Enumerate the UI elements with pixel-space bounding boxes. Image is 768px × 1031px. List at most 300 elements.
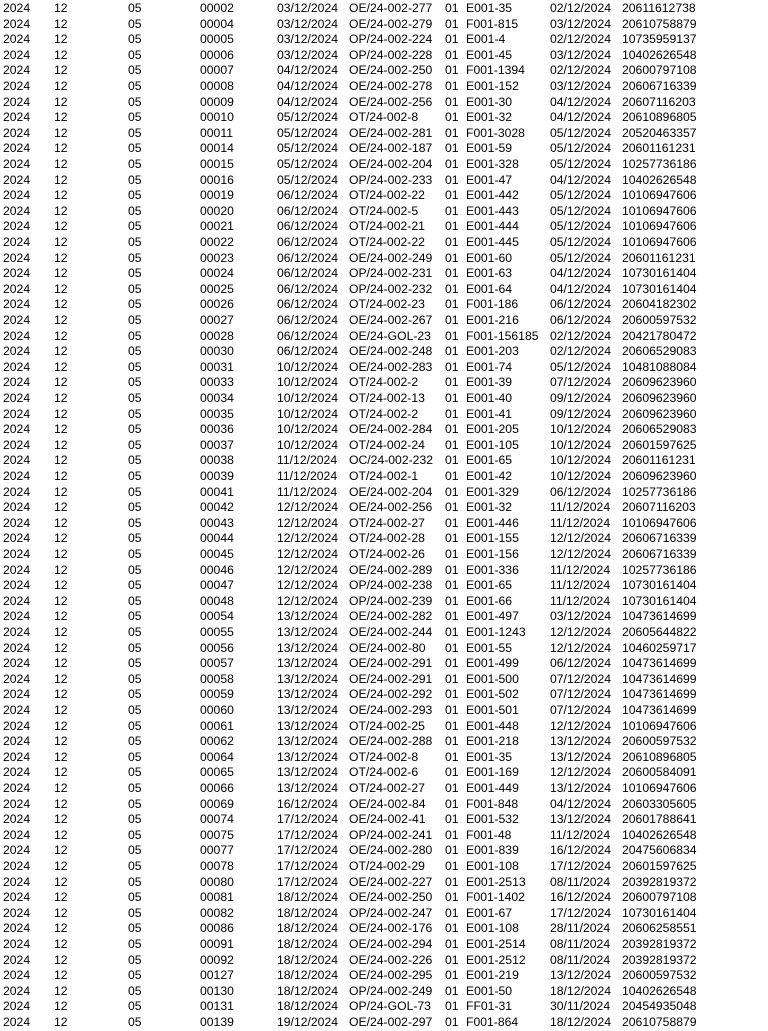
cell-date: 11/12/2024 xyxy=(277,469,338,483)
cell-year: 2024 xyxy=(3,125,31,140)
cell-ruc: 20421780472 xyxy=(622,328,697,343)
cell-type: 05 xyxy=(128,453,142,468)
cell-document: E001-2513 xyxy=(466,874,526,889)
cell-type: 05 xyxy=(128,859,142,873)
cell-year: 2024 xyxy=(3,32,31,47)
cell-correlative: 00061 xyxy=(200,718,234,733)
cell-date: 03/12/2024 xyxy=(277,47,338,62)
cell-correlative: 00060 xyxy=(200,703,234,717)
cell-order: OE/24-002-250 xyxy=(349,63,433,78)
cell-month: 12 xyxy=(54,235,68,249)
cell-series: 01 xyxy=(445,562,459,577)
cell-type: 05 xyxy=(128,687,142,702)
cell-series: 01 xyxy=(445,905,459,920)
cell-date: 17/12/2024 xyxy=(277,874,338,889)
cell-month: 12 xyxy=(54,203,68,218)
cell-ruc: 10106947606 xyxy=(622,235,697,249)
cell-series: 01 xyxy=(445,172,459,187)
cell-order: OP/24-002-249 xyxy=(349,983,433,998)
cell-doc_date: 02/12/2024 xyxy=(550,344,611,359)
cell-year: 2024 xyxy=(3,812,31,827)
cell-month: 12 xyxy=(54,968,68,983)
cell-ruc: 10106947606 xyxy=(622,515,697,530)
cell-correlative: 00027 xyxy=(200,313,234,327)
cell-document: E001-59 xyxy=(466,141,513,156)
cell-document: E001-152 xyxy=(466,79,519,93)
cell-date: 10/12/2024 xyxy=(277,422,338,437)
cell-document: E001-448 xyxy=(466,718,519,733)
cell-year: 2024 xyxy=(3,547,31,561)
cell-document: E001-35 xyxy=(466,749,513,764)
cell-type: 05 xyxy=(128,63,142,78)
cell-document: E001-64 xyxy=(466,281,513,296)
cell-order: OE/24-002-249 xyxy=(349,250,433,265)
cell-series: 01 xyxy=(445,999,459,1014)
cell-doc_date: 12/12/2024 xyxy=(550,765,611,780)
cell-doc_date: 09/12/2024 xyxy=(550,406,611,421)
cell-document: E001-169 xyxy=(466,765,519,780)
cell-type: 05 xyxy=(128,235,142,249)
cell-ruc: 10473614699 xyxy=(622,687,697,702)
cell-doc_date: 06/12/2024 xyxy=(550,656,611,671)
cell-year: 2024 xyxy=(3,937,31,951)
cell-month: 12 xyxy=(54,250,68,265)
cell-order: OP/24-GOL-73 xyxy=(349,999,431,1014)
cell-date: 12/12/2024 xyxy=(277,562,338,577)
cell-date: 12/12/2024 xyxy=(277,578,338,593)
cell-date: 17/12/2024 xyxy=(277,859,338,873)
cell-order: OT/24-002-2 xyxy=(349,375,419,390)
cell-month: 12 xyxy=(54,313,68,327)
cell-doc_date: 05/12/2024 xyxy=(550,157,611,171)
cell-series: 01 xyxy=(445,812,459,827)
cell-correlative: 00074 xyxy=(200,812,234,827)
cell-series: 01 xyxy=(445,63,459,78)
cell-correlative: 00004 xyxy=(200,16,234,31)
cell-year: 2024 xyxy=(3,453,31,468)
cell-document: E001-205 xyxy=(466,422,519,437)
cell-doc_date: 04/12/2024 xyxy=(550,281,611,296)
cell-order: OE/24-002-293 xyxy=(349,703,433,717)
cell-document: FF01-31 xyxy=(466,999,513,1014)
cell-date: 03/12/2024 xyxy=(277,16,338,31)
cell-document: E001-67 xyxy=(466,905,513,920)
cell-month: 12 xyxy=(54,1,68,15)
cell-order: OP/24-002-247 xyxy=(349,905,433,920)
cell-document: F001-1394 xyxy=(466,63,525,78)
cell-order: OT/24-002-6 xyxy=(349,765,419,780)
cell-doc_date: 12/12/2024 xyxy=(550,531,611,546)
cell-month: 12 xyxy=(54,890,68,905)
cell-type: 05 xyxy=(128,968,142,983)
cell-series: 01 xyxy=(445,640,459,655)
cell-document: F001-186 xyxy=(466,297,519,312)
cell-year: 2024 xyxy=(3,562,31,577)
cell-document: E001-499 xyxy=(466,656,519,671)
cell-doc_date: 13/12/2024 xyxy=(550,968,611,983)
cell-type: 05 xyxy=(128,625,142,639)
cell-date: 05/12/2024 xyxy=(277,172,338,187)
cell-date: 10/12/2024 xyxy=(277,406,338,421)
cell-month: 12 xyxy=(54,94,68,109)
cell-order: OE/24-002-176 xyxy=(349,921,433,936)
cell-date: 06/12/2024 xyxy=(277,344,338,359)
cell-type: 05 xyxy=(128,375,142,390)
cell-document: F001-864 xyxy=(466,1015,519,1029)
cell-year: 2024 xyxy=(3,500,31,515)
cell-order: OE/24-002-227 xyxy=(349,874,433,889)
cell-type: 05 xyxy=(128,874,142,889)
cell-month: 12 xyxy=(54,47,68,62)
cell-doc_date: 06/12/2024 xyxy=(550,297,611,312)
cell-correlative: 00015 xyxy=(200,157,234,171)
cell-order: OE/24-002-204 xyxy=(349,157,433,171)
cell-correlative: 00007 xyxy=(200,63,234,78)
cell-document: E001-47 xyxy=(466,172,513,187)
cell-type: 05 xyxy=(128,281,142,296)
cell-doc_date: 13/12/2024 xyxy=(550,749,611,764)
cell-correlative: 00030 xyxy=(200,344,234,359)
cell-month: 12 xyxy=(54,531,68,546)
cell-month: 12 xyxy=(54,515,68,530)
cell-type: 05 xyxy=(128,843,142,858)
cell-month: 12 xyxy=(54,905,68,920)
cell-series: 01 xyxy=(445,79,459,93)
cell-series: 01 xyxy=(445,344,459,359)
cell-date: 10/12/2024 xyxy=(277,437,338,452)
cell-ruc: 20600597532 xyxy=(622,968,697,983)
cell-document: E001-108 xyxy=(466,859,519,873)
cell-doc_date: 04/12/2024 xyxy=(550,796,611,811)
cell-type: 05 xyxy=(128,593,142,608)
cell-ruc: 10402626548 xyxy=(622,983,697,998)
cell-document: E001-35 xyxy=(466,1,513,15)
cell-year: 2024 xyxy=(3,593,31,608)
cell-document: E001-60 xyxy=(466,250,513,265)
cell-date: 13/12/2024 xyxy=(277,734,338,749)
cell-series: 01 xyxy=(445,859,459,873)
cell-year: 2024 xyxy=(3,313,31,327)
cell-document: F001-48 xyxy=(466,827,512,842)
cell-doc_date: 06/12/2024 xyxy=(550,484,611,499)
cell-series: 01 xyxy=(445,469,459,483)
cell-year: 2024 xyxy=(3,203,31,218)
cell-correlative: 00044 xyxy=(200,531,234,546)
cell-ruc: 20601161231 xyxy=(622,141,696,156)
cell-order: OE/24-002-80 xyxy=(349,640,426,655)
cell-doc_date: 05/12/2024 xyxy=(550,188,611,203)
cell-order: OT/24-002-1 xyxy=(349,469,419,483)
cell-series: 01 xyxy=(445,843,459,858)
cell-year: 2024 xyxy=(3,47,31,62)
cell-year: 2024 xyxy=(3,297,31,312)
cell-type: 05 xyxy=(128,157,142,171)
cell-year: 2024 xyxy=(3,484,31,499)
cell-type: 05 xyxy=(128,671,142,686)
cell-date: 18/12/2024 xyxy=(277,905,338,920)
cell-doc_date: 05/12/2024 xyxy=(550,235,611,249)
cell-date: 13/12/2024 xyxy=(277,718,338,733)
cell-doc_date: 16/12/2024 xyxy=(550,843,611,858)
cell-type: 05 xyxy=(128,609,142,624)
cell-series: 01 xyxy=(445,422,459,437)
cell-ruc: 20454935048 xyxy=(622,999,697,1014)
cell-ruc: 20603305605 xyxy=(622,796,697,811)
cell-correlative: 00016 xyxy=(200,172,234,187)
cell-type: 05 xyxy=(128,172,142,187)
cell-date: 06/12/2024 xyxy=(277,297,338,312)
cell-series: 01 xyxy=(445,125,459,140)
cell-document: E001-216 xyxy=(466,313,519,327)
cell-document: E001-203 xyxy=(466,344,519,359)
cell-series: 01 xyxy=(445,500,459,515)
cell-ruc: 10473614699 xyxy=(622,703,697,717)
cell-order: OE/24-002-297 xyxy=(349,1015,433,1029)
cell-date: 13/12/2024 xyxy=(277,671,338,686)
cell-type: 05 xyxy=(128,578,142,593)
cell-doc_date: 03/12/2024 xyxy=(550,609,611,624)
cell-order: OP/24-002-233 xyxy=(349,172,433,187)
cell-correlative: 00048 xyxy=(200,593,234,608)
cell-date: 18/12/2024 xyxy=(277,890,338,905)
cell-correlative: 00010 xyxy=(200,110,234,125)
cell-year: 2024 xyxy=(3,219,31,234)
cell-ruc: 20606258551 xyxy=(622,921,697,936)
cell-order: OE/24-002-256 xyxy=(349,94,433,109)
cell-ruc: 10735959137 xyxy=(622,32,697,47)
cell-type: 05 xyxy=(128,796,142,811)
cell-date: 10/12/2024 xyxy=(277,359,338,374)
cell-doc_date: 12/12/2024 xyxy=(550,625,611,639)
cell-document: E001-32 xyxy=(466,500,513,515)
cell-ruc: 10730161404 xyxy=(622,281,697,296)
cell-date: 06/12/2024 xyxy=(277,235,338,249)
cell-series: 01 xyxy=(445,547,459,561)
cell-year: 2024 xyxy=(3,94,31,109)
cell-ruc: 10402626548 xyxy=(622,827,697,842)
cell-date: 04/12/2024 xyxy=(277,79,338,93)
cell-month: 12 xyxy=(54,172,68,187)
cell-year: 2024 xyxy=(3,375,31,390)
cell-series: 01 xyxy=(445,313,459,327)
cell-series: 01 xyxy=(445,656,459,671)
cell-order: OE/24-002-283 xyxy=(349,359,433,374)
cell-doc_date: 05/12/2024 xyxy=(550,250,611,265)
cell-order: OE/24-002-284 xyxy=(349,422,433,437)
cell-correlative: 00046 xyxy=(200,562,234,577)
cell-series: 01 xyxy=(445,375,459,390)
cell-doc_date: 02/12/2024 xyxy=(550,1,611,15)
cell-document: E001-218 xyxy=(466,734,519,749)
cell-ruc: 20605644822 xyxy=(622,625,697,639)
cell-doc_date: 10/12/2024 xyxy=(550,437,611,452)
cell-ruc: 20609623960 xyxy=(622,469,697,483)
cell-type: 05 xyxy=(128,141,142,156)
cell-doc_date: 03/12/2024 xyxy=(550,16,611,31)
cell-year: 2024 xyxy=(3,890,31,905)
cell-series: 01 xyxy=(445,266,459,281)
cell-type: 05 xyxy=(128,406,142,421)
cell-series: 01 xyxy=(445,765,459,780)
cell-ruc: 20609623960 xyxy=(622,375,697,390)
cell-order: OE/24-002-280 xyxy=(349,843,433,858)
cell-date: 18/12/2024 xyxy=(277,999,338,1014)
cell-order: OP/24-002-241 xyxy=(349,827,433,842)
cell-month: 12 xyxy=(54,547,68,561)
cell-document: E001-328 xyxy=(466,157,519,171)
cell-series: 01 xyxy=(445,16,459,31)
cell-doc_date: 05/12/2024 xyxy=(550,219,611,234)
cell-document: E001-65 xyxy=(466,578,513,593)
cell-date: 06/12/2024 xyxy=(277,219,338,234)
cell-date: 16/12/2024 xyxy=(277,796,338,811)
cell-series: 01 xyxy=(445,749,459,764)
cell-date: 17/12/2024 xyxy=(277,812,338,827)
cell-year: 2024 xyxy=(3,359,31,374)
cell-correlative: 00033 xyxy=(200,375,234,390)
cell-series: 01 xyxy=(445,235,459,249)
cell-series: 01 xyxy=(445,952,459,967)
cell-document: E001-50 xyxy=(466,983,513,998)
cell-doc_date: 05/12/2024 xyxy=(550,359,611,374)
cell-doc_date: 07/12/2024 xyxy=(550,703,611,717)
cell-doc_date: 18/12/2024 xyxy=(550,983,611,998)
cell-correlative: 00028 xyxy=(200,328,234,343)
cell-order: OE/24-002-84 xyxy=(349,796,426,811)
cell-correlative: 00011 xyxy=(200,125,233,140)
cell-series: 01 xyxy=(445,531,459,546)
cell-order: OP/24-002-238 xyxy=(349,578,433,593)
cell-doc_date: 11/12/2024 xyxy=(550,578,611,593)
cell-year: 2024 xyxy=(3,796,31,811)
cell-ruc: 10257736186 xyxy=(622,562,697,577)
cell-year: 2024 xyxy=(3,718,31,733)
cell-type: 05 xyxy=(128,79,142,93)
cell-document: E001-55 xyxy=(466,640,513,655)
cell-series: 01 xyxy=(445,921,459,936)
cell-document: F001-3028 xyxy=(466,125,525,140)
cell-correlative: 00020 xyxy=(200,203,234,218)
cell-correlative: 00041 xyxy=(200,484,234,499)
cell-correlative: 00139 xyxy=(200,1015,234,1029)
cell-date: 03/12/2024 xyxy=(277,32,338,47)
cell-doc_date: 04/12/2024 xyxy=(550,266,611,281)
cell-document: E001-500 xyxy=(466,671,519,686)
cell-document: E001-329 xyxy=(466,484,519,499)
cell-month: 12 xyxy=(54,983,68,998)
cell-document: E001-2514 xyxy=(466,937,526,951)
cell-month: 12 xyxy=(54,437,68,452)
cell-ruc: 20601161231 xyxy=(622,453,696,468)
cell-doc_date: 04/12/2024 xyxy=(550,172,611,187)
cell-correlative: 00031 xyxy=(200,359,234,374)
cell-document: E001-501 xyxy=(466,703,519,717)
cell-type: 05 xyxy=(128,16,142,31)
cell-year: 2024 xyxy=(3,1015,31,1029)
cell-date: 12/12/2024 xyxy=(277,531,338,546)
cell-month: 12 xyxy=(54,703,68,717)
cell-year: 2024 xyxy=(3,328,31,343)
cell-order: OE/24-002-294 xyxy=(349,937,433,951)
cell-correlative: 00055 xyxy=(200,625,234,639)
cell-correlative: 00002 xyxy=(200,1,234,15)
cell-type: 05 xyxy=(128,515,142,530)
cell-ruc: 20610758879 xyxy=(622,16,697,31)
cell-year: 2024 xyxy=(3,781,31,795)
cell-document: F001-815 xyxy=(466,16,519,31)
cell-ruc: 20609623960 xyxy=(622,406,697,421)
cell-month: 12 xyxy=(54,391,68,405)
cell-order: OE/24-002-187 xyxy=(349,141,433,156)
cell-date: 05/12/2024 xyxy=(277,157,338,171)
cell-month: 12 xyxy=(54,469,68,483)
cell-order: OE/24-002-41 xyxy=(349,812,426,827)
cell-ruc: 20520463357 xyxy=(622,125,697,140)
cell-ruc: 10402626548 xyxy=(622,172,697,187)
cell-month: 12 xyxy=(54,827,68,842)
cell-correlative: 00065 xyxy=(200,765,234,780)
cell-type: 05 xyxy=(128,640,142,655)
cell-month: 12 xyxy=(54,578,68,593)
cell-order: OE/24-002-295 xyxy=(349,968,433,983)
cell-series: 01 xyxy=(445,687,459,702)
cell-correlative: 00035 xyxy=(200,406,234,421)
cell-date: 06/12/2024 xyxy=(277,313,338,327)
cell-date: 12/12/2024 xyxy=(277,593,338,608)
cell-series: 01 xyxy=(445,874,459,889)
cell-series: 01 xyxy=(445,32,459,47)
cell-correlative: 00021 xyxy=(200,219,234,234)
cell-document: E001-532 xyxy=(466,812,519,827)
cell-year: 2024 xyxy=(3,515,31,530)
cell-month: 12 xyxy=(54,110,68,125)
cell-doc_date: 10/12/2024 xyxy=(550,469,611,483)
cell-ruc: 10730161404 xyxy=(622,266,697,281)
cell-year: 2024 xyxy=(3,703,31,717)
cell-type: 05 xyxy=(128,749,142,764)
cell-document: E001-502 xyxy=(466,687,519,702)
cell-month: 12 xyxy=(54,859,68,873)
cell-date: 11/12/2024 xyxy=(277,484,338,499)
cell-month: 12 xyxy=(54,937,68,951)
cell-document: F001-848 xyxy=(466,796,519,811)
cell-date: 06/12/2024 xyxy=(277,203,338,218)
cell-month: 12 xyxy=(54,157,68,171)
cell-series: 01 xyxy=(445,968,459,983)
cell-type: 05 xyxy=(128,999,142,1014)
cell-type: 05 xyxy=(128,344,142,359)
cell-doc_date: 03/12/2024 xyxy=(550,47,611,62)
cell-year: 2024 xyxy=(3,687,31,702)
cell-type: 05 xyxy=(128,110,142,125)
cell-doc_date: 05/12/2024 xyxy=(550,141,611,156)
cell-doc_date: 11/12/2024 xyxy=(550,562,611,577)
cell-date: 13/12/2024 xyxy=(277,625,338,639)
cell-correlative: 00026 xyxy=(200,297,234,312)
cell-series: 01 xyxy=(445,453,459,468)
cell-type: 05 xyxy=(128,266,142,281)
cell-month: 12 xyxy=(54,266,68,281)
cell-doc_date: 08/11/2024 xyxy=(550,874,611,889)
cell-month: 12 xyxy=(54,593,68,608)
cell-document: F001-1402 xyxy=(466,890,525,905)
cell-date: 06/12/2024 xyxy=(277,250,338,265)
cell-type: 05 xyxy=(128,391,142,405)
cell-document: E001-839 xyxy=(466,843,519,858)
cell-correlative: 00043 xyxy=(200,515,234,530)
cell-date: 05/12/2024 xyxy=(277,110,338,125)
cell-correlative: 00019 xyxy=(200,188,234,203)
